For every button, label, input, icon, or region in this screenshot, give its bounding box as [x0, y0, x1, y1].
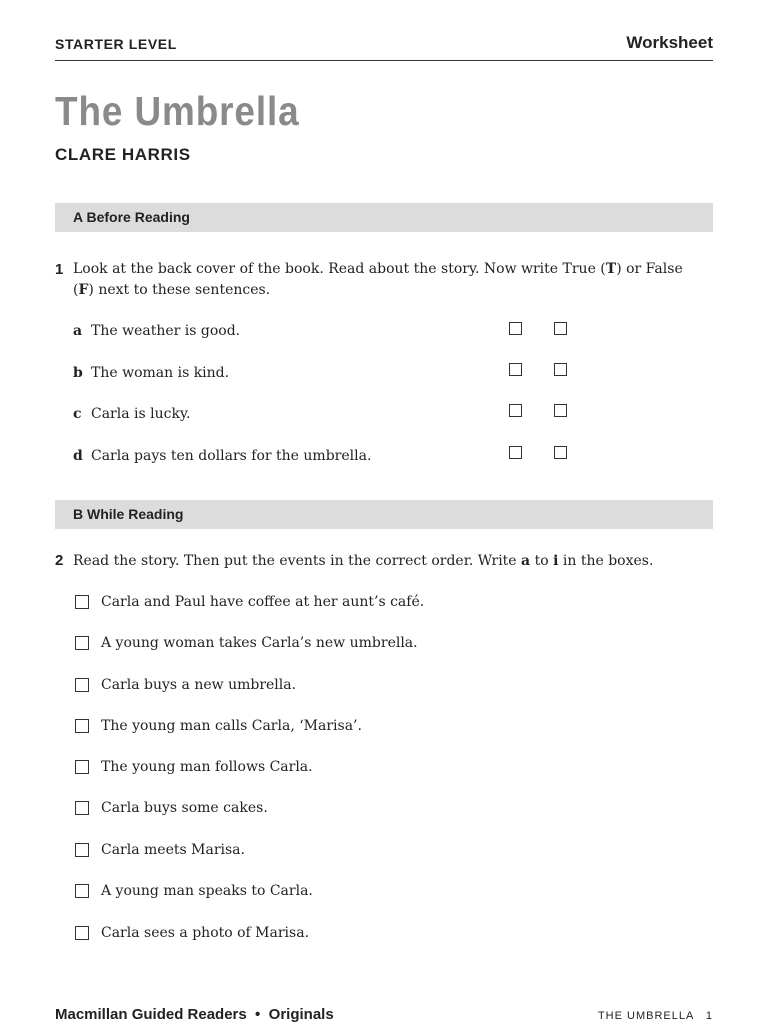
worksheet-label: Worksheet [626, 33, 713, 52]
tf-item-letter: b [73, 365, 83, 381]
event-text: The young man follows Carla. [101, 759, 313, 775]
tf-item [73, 448, 371, 464]
event-text: Carla buys some cakes. [101, 800, 268, 816]
false-checkbox[interactable] [554, 446, 567, 459]
question-1-number: 1 [55, 261, 64, 278]
tf-item-text: The woman is kind. [91, 365, 230, 381]
level-label: STARTER LEVEL [55, 36, 177, 52]
section-b-heading: B While Reading [73, 506, 184, 522]
order-box[interactable] [75, 801, 89, 815]
order-box[interactable] [75, 884, 89, 898]
series-footer: Macmillan Guided Readers • Originals [55, 1006, 334, 1023]
tf-item-letter: a [73, 323, 83, 339]
order-box[interactable] [75, 595, 89, 609]
event-text: Carla and Paul have coffee at her aunt’s café. [101, 594, 425, 610]
tf-item-text: Carla pays ten dollars for the umbrella. [91, 448, 372, 464]
question-1-text: Look at the back cover of the book. Read about the story. Now write True (T) or False (F) next to these sentences. [73, 261, 683, 298]
event-text: A young man speaks to Carla. [101, 883, 313, 899]
event-text: Carla meets Marisa. [101, 842, 245, 858]
false-checkbox[interactable] [554, 322, 567, 335]
tf-item [73, 323, 240, 339]
tf-item [73, 365, 229, 381]
tf-item [73, 406, 190, 422]
section-b-banner [55, 500, 713, 529]
event-text: The young man calls Carla, ‘Marisa’. [101, 718, 362, 734]
question-2-text: Read the story. Then put the events in the correct order. Write a to i in the boxes. [73, 553, 654, 569]
true-checkbox[interactable] [509, 404, 522, 417]
order-box[interactable] [75, 636, 89, 650]
order-box[interactable] [75, 719, 89, 733]
order-box[interactable] [75, 760, 89, 774]
tf-item-text: Carla is lucky. [91, 406, 191, 422]
order-box[interactable] [75, 843, 89, 857]
question-2-number: 2 [55, 552, 64, 569]
header-rule [55, 60, 713, 61]
true-checkbox[interactable] [509, 363, 522, 376]
event-text: Carla buys a new umbrella. [101, 677, 297, 693]
false-checkbox[interactable] [554, 404, 567, 417]
page-title: The Umbrella [55, 88, 300, 134]
order-box[interactable] [75, 678, 89, 692]
tf-item-letter: d [73, 448, 83, 464]
true-checkbox[interactable] [509, 446, 522, 459]
false-checkbox[interactable] [554, 363, 567, 376]
author-name: CLARE HARRIS [55, 145, 191, 164]
event-text: A young woman takes Carla’s new umbrella. [101, 635, 418, 651]
page-number-footer: THE UMBRELLA 1 [597, 1010, 713, 1022]
true-checkbox[interactable] [509, 322, 522, 335]
section-a-banner [55, 203, 713, 232]
section-a-heading: A Before Reading [73, 209, 190, 225]
tf-item-letter: c [73, 406, 82, 422]
tf-item-text: The weather is good. [91, 323, 241, 339]
event-text: Carla sees a photo of Marisa. [101, 925, 310, 941]
order-box[interactable] [75, 926, 89, 940]
